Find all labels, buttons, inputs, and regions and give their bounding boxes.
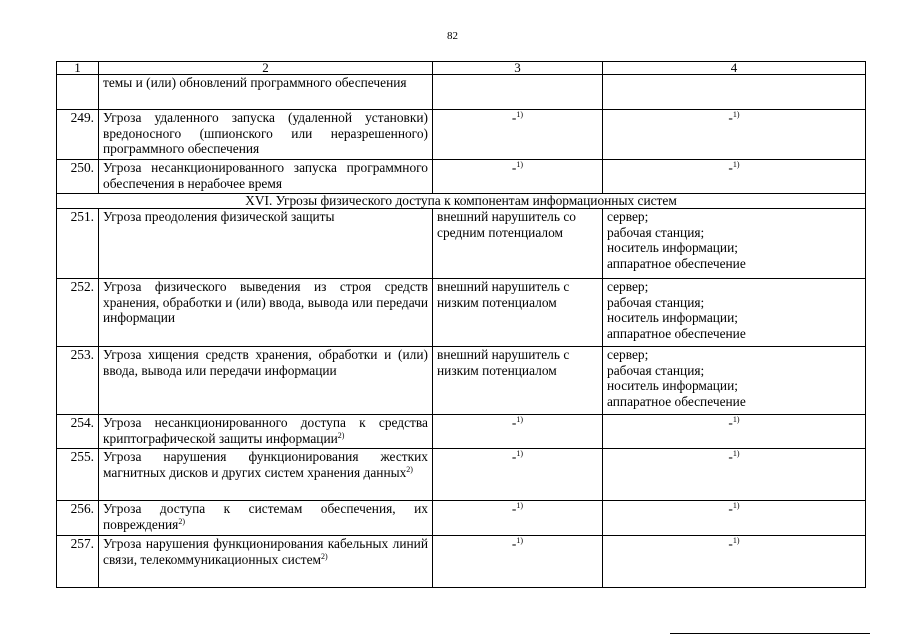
row-number: 252.: [57, 279, 99, 347]
threat-description: Угроза хищения средств хранения, обработки и (или) ввода, вывода или передачи информации: [99, 347, 433, 415]
table-row: [57, 501, 866, 536]
table-row: [57, 449, 866, 501]
col-header-2: 2: [99, 62, 433, 75]
col-header-4: 4: [603, 62, 866, 75]
object-cell: -$^{1)}$: [603, 501, 866, 536]
page-number: 82: [447, 30, 458, 42]
table-header-row: [57, 62, 866, 75]
object-line: носитель информации;: [607, 240, 738, 256]
object-line: рабочая станция;: [607, 224, 705, 240]
intruder-cell: -$^{1)}$: [433, 536, 603, 588]
threat-description: Угроза физического выведения из строя средств хранения, обработки и (или) ввода, вывода или передачи информации: [99, 279, 433, 347]
table-row: [57, 110, 866, 160]
object-cell: [603, 209, 866, 279]
threat-description: Угроза нарушения функционирования кабельных линий связи, телекоммуникационных систем$^{2)}$: [99, 536, 433, 588]
footnote-marker: 2): [178, 516, 185, 526]
footnote-marker: 2): [321, 551, 328, 561]
object-line: аппаратное обеспечение: [607, 255, 746, 271]
object-cell: [603, 279, 866, 347]
section-row: [57, 194, 866, 209]
footnote-marker: 2): [337, 430, 345, 440]
table-row: [57, 160, 866, 194]
intruder-cell: -$^{1)}$: [433, 415, 603, 449]
threat-description: Угроза доступа к системам обеспечения, их повреждения$^{2)}$: [99, 501, 433, 536]
row-number: 254.: [57, 415, 99, 449]
intruder-cell: -$^{1)}$: [433, 449, 603, 501]
intruder-cell: -$^{1)}$: [433, 501, 603, 536]
footnote-divider: [670, 633, 870, 634]
table-row: [57, 347, 866, 415]
threat-description: темы и (или) обновлений программного обеспечения: [99, 75, 433, 110]
intruder-cell: внешний нарушитель со средним потенциалом: [433, 209, 603, 279]
row-number: 249.: [57, 110, 99, 160]
table-row: [57, 536, 866, 588]
threat-description: Угроза нарушения функционирования жестких магнитных дисков и других систем хранения данных$^{2)}$: [99, 449, 433, 501]
object-line: сервер;: [607, 347, 649, 362]
intruder-cell: внешний нарушитель с низким потенциалом: [433, 279, 603, 347]
object-line: носитель информации;: [607, 378, 738, 394]
table-row: [57, 209, 866, 279]
object-cell: -$^{1)}$: [603, 449, 866, 501]
row-number: 255.: [57, 449, 99, 501]
row-number: 256.: [57, 501, 99, 536]
object-cell: [603, 347, 866, 415]
object-cell: -$^{1)}$: [603, 536, 866, 588]
object-line: сервер;: [607, 279, 649, 294]
row-number: 253.: [57, 347, 99, 415]
object-line: носитель информации;: [607, 310, 738, 326]
col-header-1: 1: [57, 62, 99, 75]
row-number: 250.: [57, 160, 99, 194]
threat-description: Угроза удаленного запуска (удаленной установки) вредоносного (шпионского или неразрешенного) программного обеспечения: [99, 110, 433, 160]
threat-description: Угроза преодоления физической защиты: [99, 209, 433, 279]
object-line: аппаратное обеспечение: [607, 393, 746, 409]
intruder-cell: -$^{1)}$: [433, 110, 603, 160]
threat-description: Угроза несанкционированного доступа к средства криптографической защиты информации$^{2)}$: [99, 415, 433, 449]
object-line: рабочая станция;: [607, 362, 705, 378]
row-number: 257.: [57, 536, 99, 588]
object-cell: -$^{1)}$: [603, 415, 866, 449]
intruder-cell: внешний нарушитель с низким потенциалом: [433, 347, 603, 415]
threats-table: [56, 61, 866, 588]
object-line: рабочая станция;: [607, 294, 705, 310]
section-title: XVI. Угрозы физического доступа к компонентам информационных систем: [57, 194, 866, 209]
object-cell: -$^{1)}$: [603, 110, 866, 160]
table-row: [57, 415, 866, 449]
table-row: [57, 279, 866, 347]
threat-description: Угроза несанкционированного запуска программного обеспечения в нерабочее время: [99, 160, 433, 194]
object-line: аппаратное обеспечение: [607, 325, 746, 341]
object-line: сервер;: [607, 209, 649, 224]
intruder-cell: -$^{1)}$: [433, 160, 603, 194]
col-header-3: 3: [433, 62, 603, 75]
footnote-marker: 2): [406, 464, 413, 474]
row-number: 251.: [57, 209, 99, 279]
object-cell: -$^{1)}$: [603, 160, 866, 194]
table-row: [57, 75, 866, 110]
